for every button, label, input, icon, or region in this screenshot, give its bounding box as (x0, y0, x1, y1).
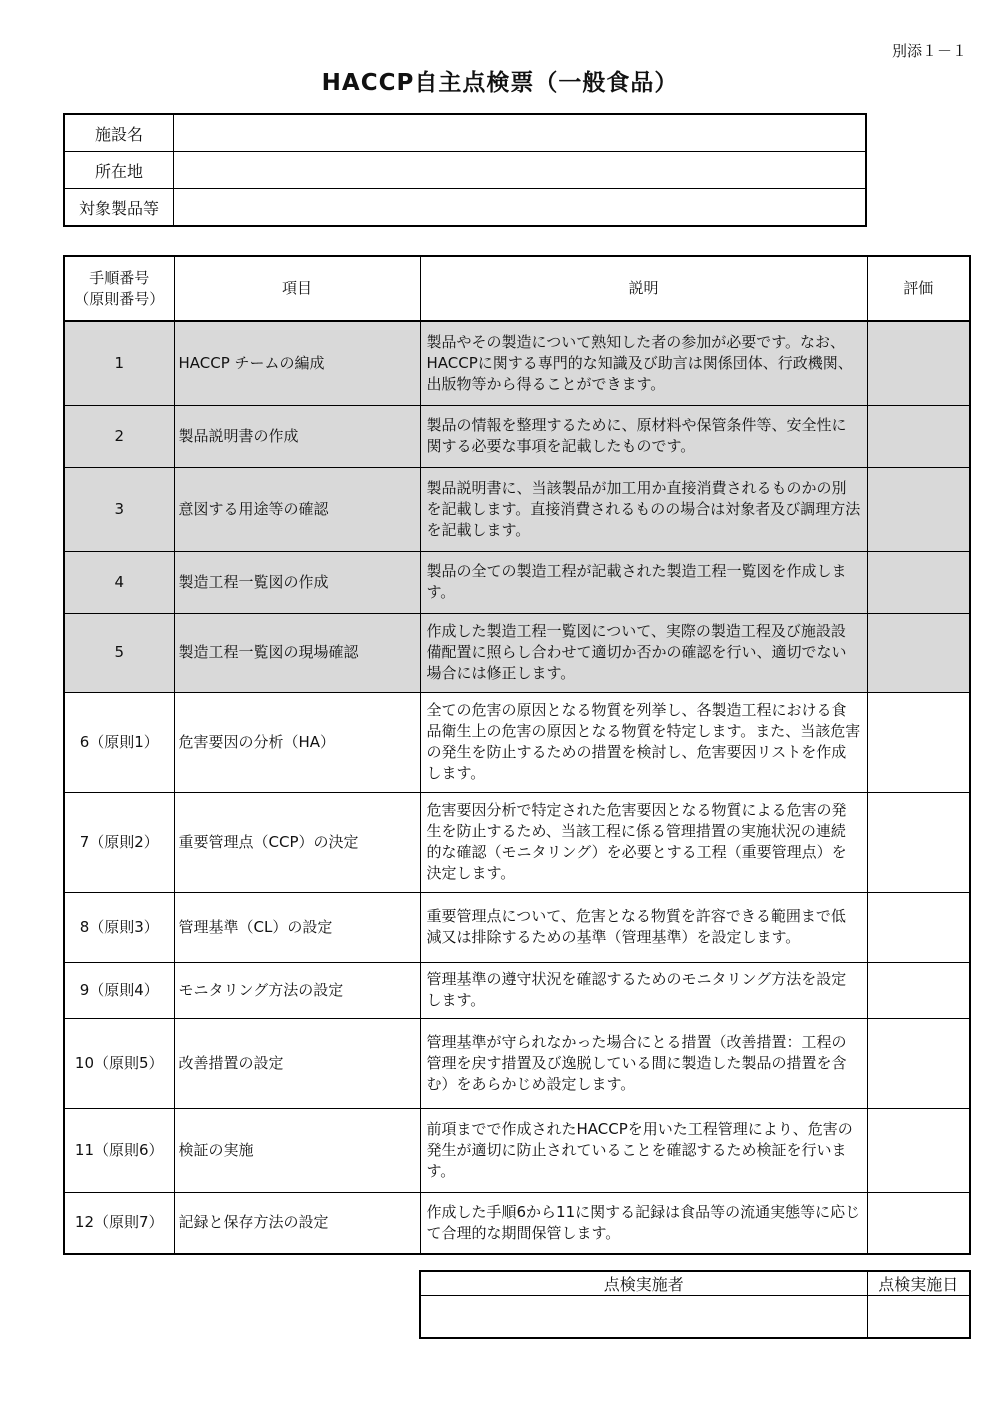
step-number: 10（原則5） (64, 1018, 174, 1108)
evaluation-cell[interactable] (867, 613, 970, 692)
step-number: 12（原則7） (64, 1192, 174, 1254)
step-item: 検証の実施 (174, 1108, 420, 1192)
inspection-signoff-table (419, 1270, 971, 1339)
inspection-date-field[interactable] (867, 1296, 970, 1338)
step-number: 2 (64, 405, 174, 467)
step-item: 管理基準（CL）の設定 (174, 892, 420, 962)
table-row (64, 321, 970, 405)
step-item: HACCP チームの編成 (174, 321, 420, 405)
attachment-label: 別添１－１ (891, 42, 967, 60)
header-step-number: 手順番号 （原則番号） (64, 256, 174, 321)
facility-info-table (63, 113, 867, 227)
step-description: 前項までで作成されたHACCPを用いた工程管理により、危害の発生が適切に防止されていることを確認するため検証を行います。 (420, 1108, 867, 1192)
evaluation-cell[interactable] (867, 792, 970, 892)
table-row (64, 962, 970, 1018)
step-description: 全ての危害の原因となる物質を列挙し、各製造工程における食品衛生上の危害の原因となる物質を特定します。また、当該危害の発生を防止するための措置を検討し、危害要因リストを作成します。 (420, 692, 867, 792)
step-item: 危害要因の分析（HA） (174, 692, 420, 792)
facility-name-label: 施設名 (64, 114, 174, 152)
step-description: 製品の全ての製造工程が記載された製造工程一覧図を作成します。 (420, 551, 867, 613)
table-row (64, 467, 970, 551)
table-row (64, 405, 970, 467)
evaluation-cell[interactable] (867, 467, 970, 551)
evaluation-cell[interactable] (867, 962, 970, 1018)
step-item: 記録と保存方法の設定 (174, 1192, 420, 1254)
step-description: 作成した手順6から11に関する記録は食品等の流通実態等に応じて合理的な期間保管します。 (420, 1192, 867, 1254)
step-description: 製品やその製造について熟知した者の参加が必要です。なお、HACCPに関する専門的な知識及び助言は関係団体、行政機関、出版物等から得ることができます。 (420, 321, 867, 405)
step-number: 4 (64, 551, 174, 613)
step-description: 重要管理点について、危害となる物質を許容できる範囲まで低減又は排除するための基準（管理基準）を設定します。 (420, 892, 867, 962)
table-row (64, 613, 970, 692)
table-row (64, 892, 970, 962)
evaluation-cell[interactable] (867, 551, 970, 613)
step-description: 危害要因分析で特定された危害要因となる物質による危害の発生を防止するため、当該工程に係る管理措置の実施状況の連続的な確認（モニタリング）を必要とする工程（重要管理点）を決定します。 (420, 792, 867, 892)
evaluation-cell[interactable] (867, 892, 970, 962)
step-number: 11（原則6） (64, 1108, 174, 1192)
table-row (64, 1018, 970, 1108)
step-number: 6（原則1） (64, 692, 174, 792)
location-label: 所在地 (64, 152, 174, 189)
evaluation-cell[interactable] (867, 1192, 970, 1254)
step-number: 5 (64, 613, 174, 692)
inspector-label: 点検実施者 (420, 1271, 867, 1296)
step-description: 作成した製造工程一覧図について、実際の製造工程及び施設設備配置に照らし合わせて適切か否かの確認を行い、適切でない場合には修正します。 (420, 613, 867, 692)
step-number: 8（原則3） (64, 892, 174, 962)
step-item: 意図する用途等の確認 (174, 467, 420, 551)
inspector-field[interactable] (420, 1296, 867, 1338)
step-number: 3 (64, 467, 174, 551)
header-description: 説明 (420, 256, 867, 321)
step-number: 1 (64, 321, 174, 405)
table-row (64, 1192, 970, 1254)
step-item: 改善措置の設定 (174, 1018, 420, 1108)
header-item: 項目 (174, 256, 420, 321)
evaluation-cell[interactable] (867, 1108, 970, 1192)
target-products-field[interactable] (174, 189, 867, 227)
step-item: 製品説明書の作成 (174, 405, 420, 467)
location-field[interactable] (174, 152, 867, 189)
step-description: 管理基準が守られなかった場合にとる措置（改善措置：工程の管理を戻す措置及び逸脱している間に製造した製品の措置を含む）をあらかじめ設定します。 (420, 1018, 867, 1108)
evaluation-cell[interactable] (867, 1018, 970, 1108)
table-row (64, 1108, 970, 1192)
step-number: 7（原則2） (64, 792, 174, 892)
facility-name-field[interactable] (174, 114, 867, 152)
step-description: 製品説明書に、当該製品が加工用か直接消費されるものかの別を記載します。直接消費されるものの場合は対象者及び調理方法を記載します。 (420, 467, 867, 551)
evaluation-cell[interactable] (867, 321, 970, 405)
step-description: 管理基準の遵守状況を確認するためのモニタリング方法を設定します。 (420, 962, 867, 1018)
evaluation-cell[interactable] (867, 692, 970, 792)
table-row (64, 551, 970, 613)
step-item: モニタリング方法の設定 (174, 962, 420, 1018)
page-title: HACCP自主点検票（一般食品） (321, 70, 679, 96)
step-description: 製品の情報を整理するために、原材料や保管条件等、安全性に関する必要な事項を記載したものです。 (420, 405, 867, 467)
target-products-label: 対象製品等 (64, 189, 174, 227)
step-item: 製造工程一覧図の現場確認 (174, 613, 420, 692)
evaluation-cell[interactable] (867, 405, 970, 467)
step-number: 9（原則4） (64, 962, 174, 1018)
table-row (64, 792, 970, 892)
step-item: 製造工程一覧図の作成 (174, 551, 420, 613)
checklist-table (63, 255, 971, 1255)
header-evaluation: 評価 (867, 256, 970, 321)
step-item: 重要管理点（CCP）の決定 (174, 792, 420, 892)
table-row (64, 692, 970, 792)
inspection-date-label: 点検実施日 (867, 1271, 970, 1296)
